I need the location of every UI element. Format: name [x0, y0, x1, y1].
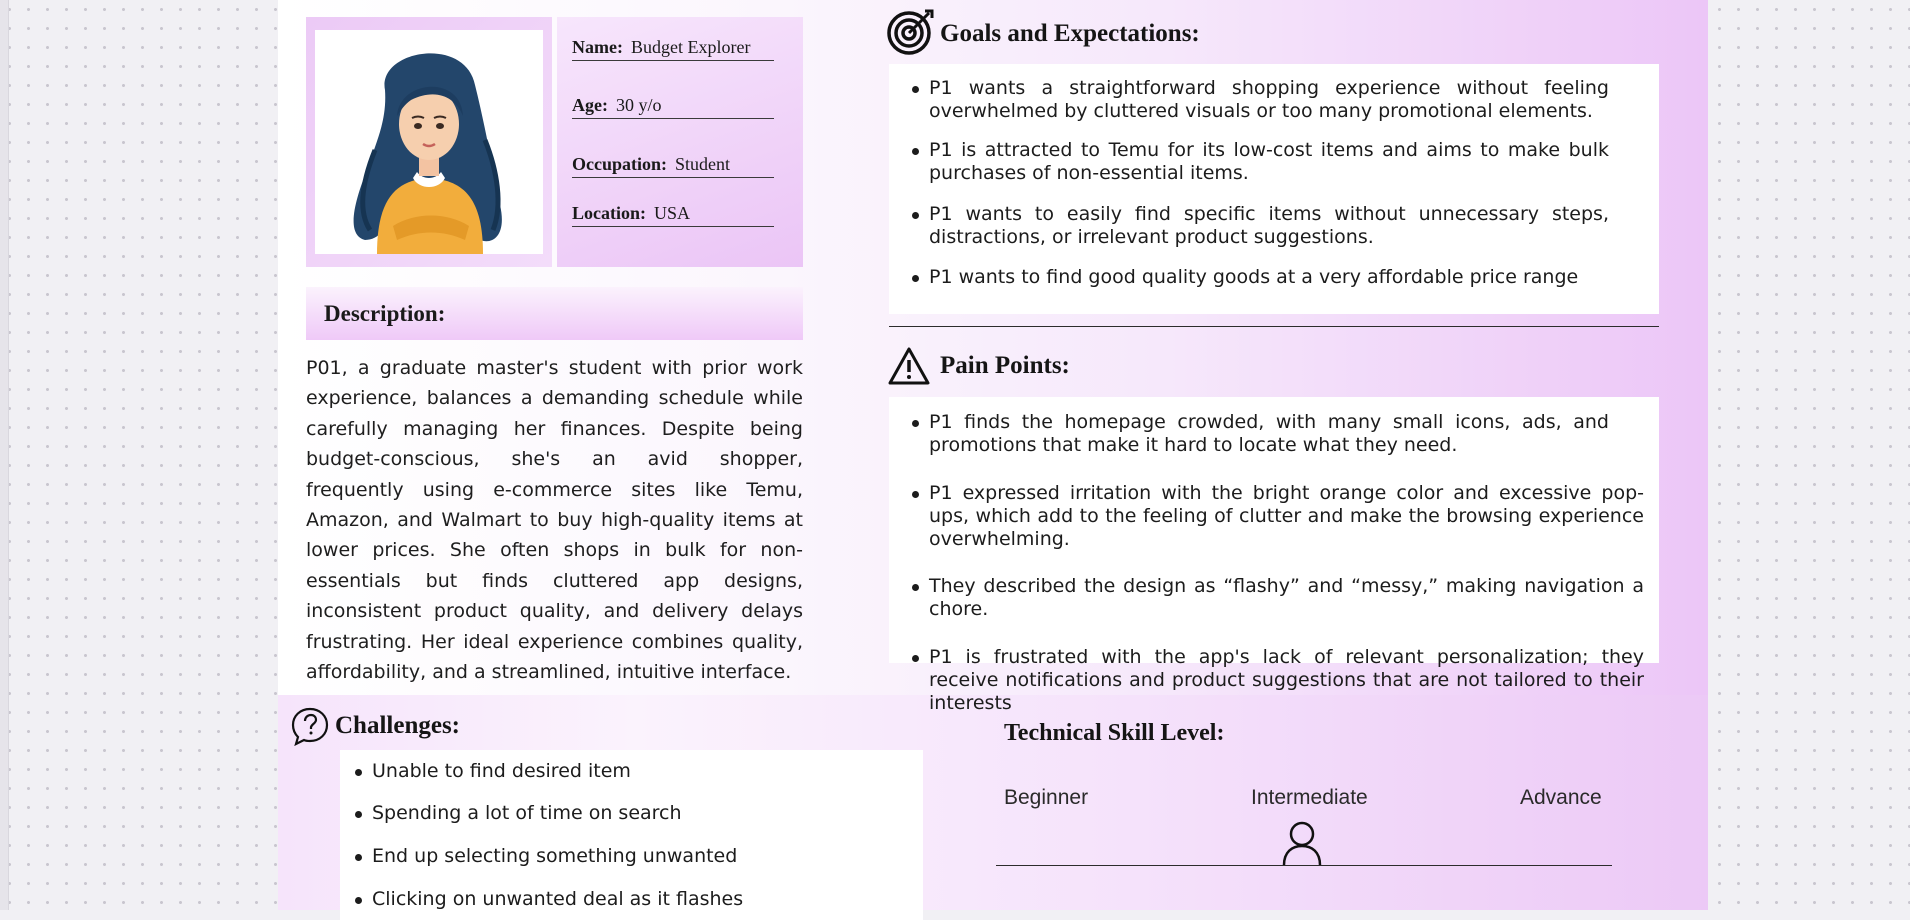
- challenges-box: [340, 750, 923, 920]
- pain-point-item: P1 finds the homepage crowded, with many small icons, ads, and promotions that make it hard to locate what they need.: [909, 411, 1609, 457]
- name-row: [572, 36, 774, 61]
- section-divider: [889, 326, 1659, 327]
- skill-level-scale: [996, 865, 1612, 866]
- description-title: Description:: [324, 300, 446, 326]
- persona-photo: [315, 30, 543, 254]
- goals-title: Goals and Expectations:: [940, 20, 1200, 47]
- description-header: [306, 287, 803, 340]
- challenge-item: Spending a lot of time on search: [352, 802, 912, 824]
- left-rail: [0, 0, 9, 910]
- skill-level-intermediate: Intermediate: [1251, 786, 1368, 809]
- age-label: Age:: [572, 95, 608, 115]
- location-value: USA: [654, 203, 691, 223]
- age-row: [572, 94, 774, 119]
- user-icon: [1281, 820, 1323, 866]
- skill-level-advance: Advance: [1520, 786, 1602, 809]
- description-text: P01, a graduate master's student with prior work experience, balances a demanding schedule while carefully managing her finances. Despite being budget-conscious, she's an avid shopper, frequently using e-commerce sites like Temu, Amazon, and Walmart to buy high-quality items at lower prices. She often shops in bulk for non-essentials but finds cluttered app designs, inconsistent product quality, and delivery delays frustrating. Her ideal experience combines quality, affordability, and a streamlined, intuitive interface.: [306, 357, 803, 684]
- pain-point-item: P1 is frustrated with the app's lack of relevant personalization; they receive notifications and product suggestions that are not tailored to their interests: [909, 646, 1644, 715]
- occupation-label: Occupation:: [572, 154, 668, 174]
- goal-item: P1 wants to easily find specific items without unnecessary steps, distractions, or irrelevant product suggestions.: [909, 203, 1609, 249]
- pain-point-item: They described the design as “flashy” and “messy,” making navigation a chore.: [909, 575, 1644, 621]
- goal-item: P1 wants a straightforward shopping experience without feeling overwhelmed by cluttered visuals or too many promotional elements.: [909, 77, 1609, 123]
- challenge-item: Unable to find desired item: [352, 760, 912, 782]
- name-value: Budget Explorer: [630, 37, 751, 57]
- occupation-value: Student: [675, 154, 731, 174]
- skill-level-beginner: Beginner: [1004, 786, 1089, 809]
- persona-photo-frame: [306, 17, 552, 267]
- goals-box: [889, 64, 1659, 314]
- location-row: [572, 202, 774, 227]
- name-label: Name:: [572, 37, 623, 57]
- age-value: 30 y/o: [615, 95, 662, 115]
- challenges-title: Challenges:: [335, 712, 460, 739]
- goals-list: [909, 77, 1609, 289]
- persona-avatar-illustration: [315, 30, 543, 254]
- challenge-item: Clicking on unwanted deal as it flashes: [352, 888, 912, 910]
- challenge-item: End up selecting something unwanted: [352, 845, 912, 867]
- target-icon: [887, 8, 935, 56]
- pain-points-title: Pain Points:: [940, 352, 1070, 379]
- question-bubble-icon: [290, 706, 330, 746]
- location-label: Location:: [572, 203, 646, 223]
- persona-info-panel: [557, 17, 803, 267]
- occupation-row: [572, 153, 774, 178]
- pain-points-box: [889, 397, 1659, 714]
- goal-item: P1 is attracted to Temu for its low-cost items and aims to make bulk purchases of non-essential items.: [909, 139, 1609, 185]
- goal-item: P1 wants to find good quality goods at a very affordable price range: [909, 266, 1609, 289]
- warning-triangle-icon: [887, 346, 931, 386]
- pain-point-item: P1 expressed irritation with the bright orange color and excessive pop-ups, which add to the feeling of clutter and make the browsing experience overwhelming.: [909, 482, 1644, 551]
- pain-points-list: [909, 411, 1644, 715]
- challenges-list: [352, 760, 912, 910]
- skill-title: Technical Skill Level:: [1004, 720, 1225, 746]
